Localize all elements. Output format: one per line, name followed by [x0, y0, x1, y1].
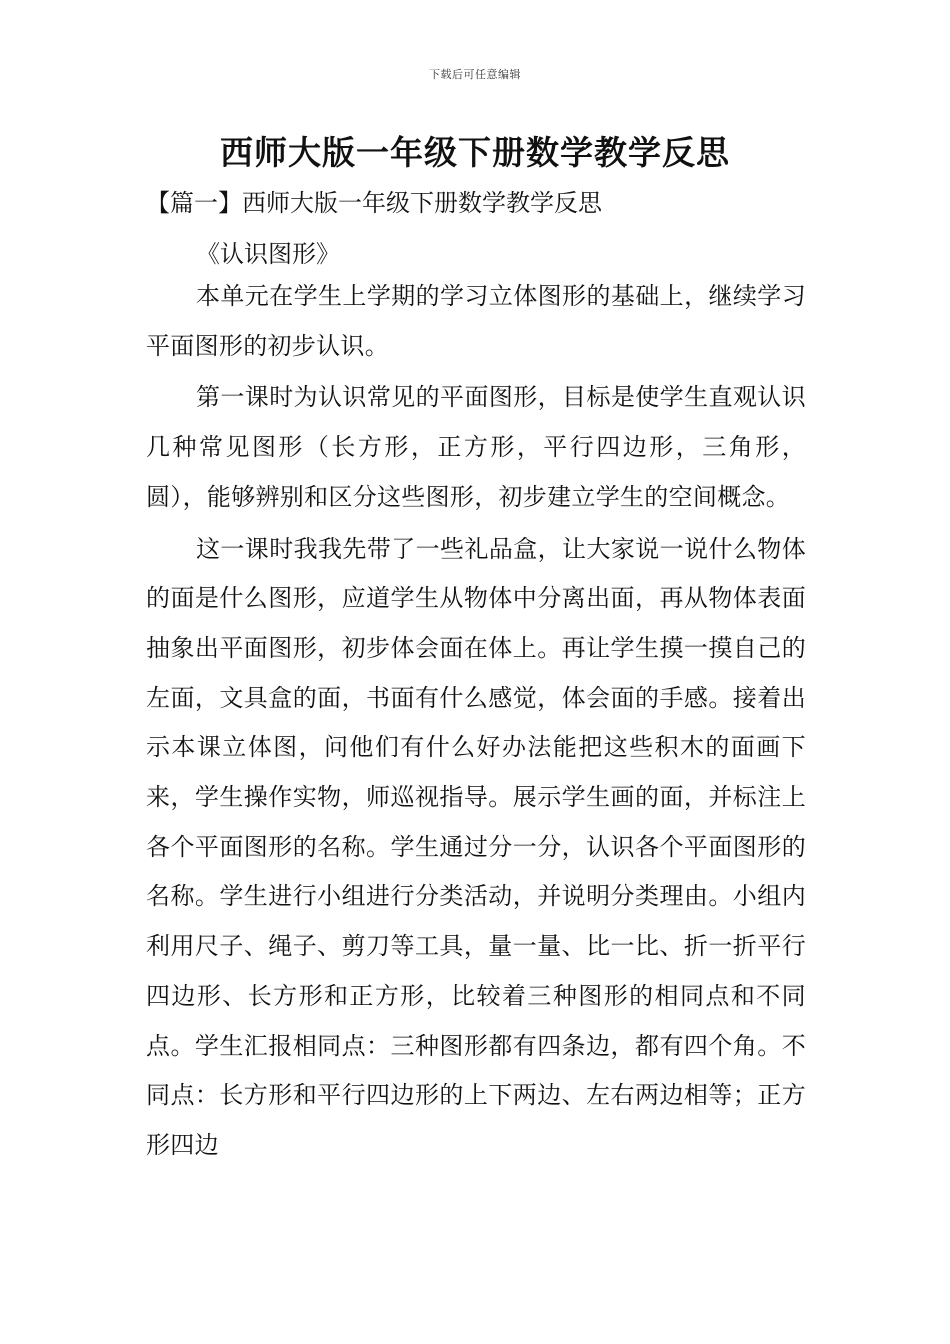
body-text	[146, 272, 806, 1173]
paragraph: 这一课时我我先带了一些礼品盒，让大家说一说什么物体的面是什么图形，应道学生从物体中分离出面，再从物体表面抽象出平面图形，初步体会面在体上。再让学生摸一摸自己的左面，文具盒的面，书面有什么感觉，体会面的手感。接着出示本课立体图，问他们有什么好办法能把这些积木的面画下来，学生操作实物，师巡视指导。展示学生画的面，并标注上各个平面图形的名称。学生通过分一分，认识各个平面图形的名称。学生进行小组进行分类活动，并说明分类理由。小组内利用尺子、绳子、剪刀等工具，量一量、比一比、折一折平行四边形、长方形和正方形，比较着三种图形的相同点和不同点。学生汇报相同点：三种图形都有四条边，都有四个角。不同点：长方形和平行四边形的上下两边、左右两边相等；正方形四边	[146, 534, 806, 1159]
sub-heading: 《认识图形》	[196, 240, 340, 268]
section-heading: 【篇一】西师大版一年级下册数学教学反思	[146, 189, 602, 217]
document-title: 西师大版一年级下册数学教学反思	[220, 133, 730, 172]
paragraph: 第一课时为认识常见的平面图形，目标是使学生直观认识几种常见图形（长方形，正方形，平行四边形，三角形，圆），能够辨别和区分这些图形，初步建立学生的空间概念。	[146, 383, 806, 511]
header-note: 下载后可任意编辑	[429, 68, 521, 81]
paragraph: 本单元在学生上学期的学习立体图形的基础上，继续学习平面图形的初步认识。	[146, 282, 806, 360]
